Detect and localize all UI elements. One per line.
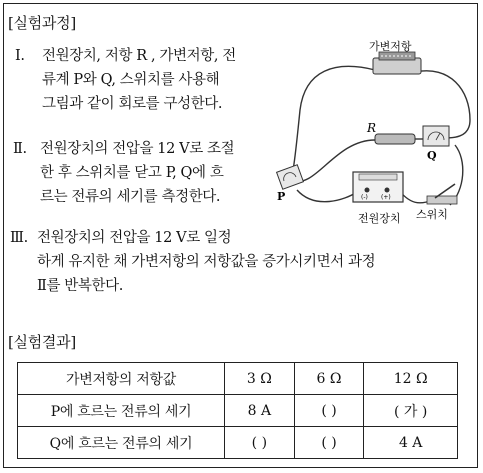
row-label-q: Q에 흐르는 전류의 세기 [18,427,225,459]
results-heading: [실험결과] [8,333,76,351]
step-2-line-1: 전원장치의 전압을 12 V로 조절 [40,141,235,157]
step-2 [13,137,275,209]
switch [427,184,457,204]
step-1-line-3: 그림과 같이 회로를 구성한다. [42,96,223,112]
step-2-number: Ⅱ. [13,141,27,157]
header-3-ohm: 3 Ω [225,363,295,395]
step-1 [15,44,275,116]
step-3-line-3: Ⅱ를 반복한다. [37,278,123,294]
cell-q-6ohm: ( ) [294,427,364,459]
step-3 [10,226,472,298]
resistor-r-label: R [367,121,377,135]
cell-p-3ohm: 8 A [225,395,295,427]
header-6-ohm: 6 Ω [294,363,364,395]
table-row-q-current [18,427,458,459]
ammeter-q-label: Q [427,149,437,162]
wire-p-to-supply [297,190,357,202]
cell-q-12ohm: 4 A [364,427,458,459]
results-table [17,362,458,459]
step-2-line-3: 르는 전류의 세기를 측정한다. [40,189,221,205]
step-2-line-2: 한 후 스위치를 닫고 P, Q에 흐 [40,165,224,181]
step-1-line-1: 전원장치, 저항 R , 가변저항, 전 [42,48,236,64]
step-1-number: Ⅰ. [15,48,25,64]
row-label-p: P에 흐르는 전류의 세기 [18,395,225,427]
step-1-line-2: 류계 P와 Q, 스위치를 사용해 [42,72,220,88]
step-3-line-1: 전원장치의 전압을 12 V로 일정 [37,230,232,246]
resistor-r [375,134,425,144]
power-plus-label: (+) [381,194,391,201]
header-12-ohm: 12 Ω [364,363,458,395]
power-minus-label: (-) [361,194,368,201]
step-3-line-2: 하게 유지한 채 가변저항의 저항값을 증가시키면서 과정 [37,254,376,270]
variable-resistor [373,52,421,74]
table-header-row [18,363,458,395]
process-heading: [실험과정] [8,14,76,32]
step-3-number: Ⅲ. [10,230,28,246]
ammeter-p [277,165,304,189]
header-variable-resistance: 가변저항의 저항값 [18,363,225,395]
table-row-p-current [18,395,458,427]
cell-p-6ohm: ( ) [294,395,364,427]
ammeter-q [423,126,449,146]
cell-p-12ohm: ( 가 ) [364,395,458,427]
power-supply-label: 전원장치 [358,212,401,225]
wire-left [293,66,375,170]
cell-q-3ohm: ( ) [225,427,295,459]
switch-label: 스위치 [416,208,448,221]
circuit-apparatus-figure [275,40,475,235]
variable-resistor-label: 가변저항 [369,40,412,53]
ammeter-p-label: P [277,190,286,203]
